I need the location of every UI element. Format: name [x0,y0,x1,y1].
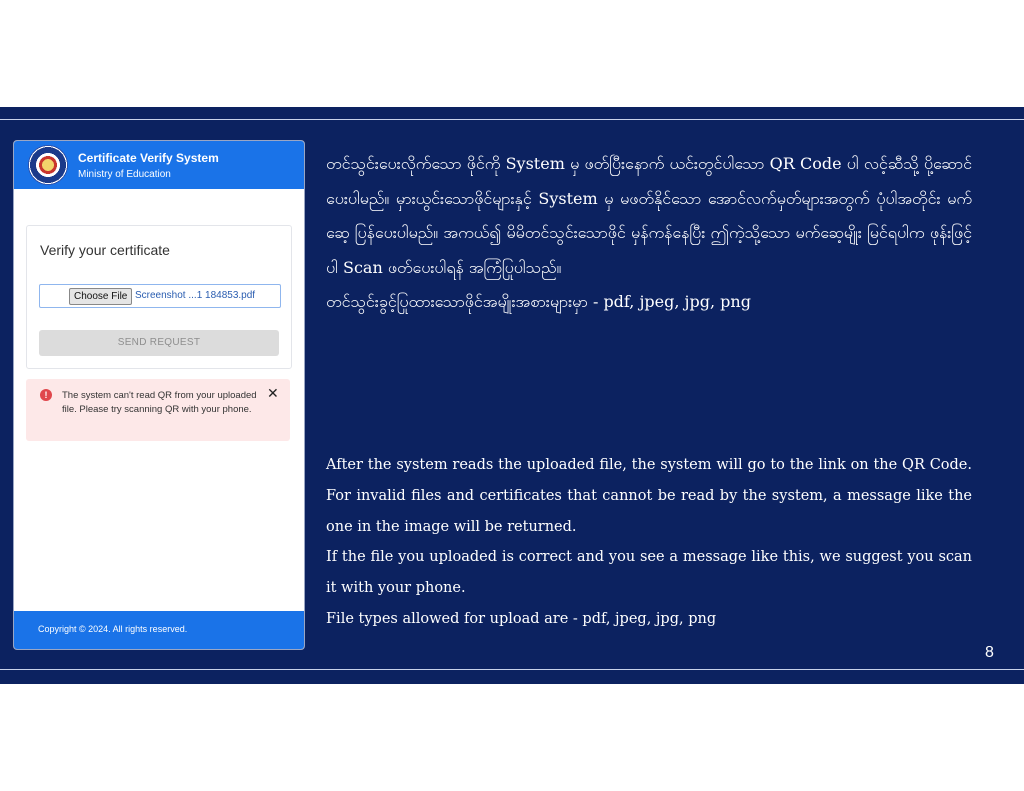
ministry-seal-icon [28,145,68,185]
send-request-button[interactable]: SEND REQUEST [39,330,279,356]
alert-message: The system can't read QR from your uploaded file. Please try scanning QR with your phone. [62,390,257,415]
copyright-text: Copyright © 2024. All rights reserved. [38,624,188,634]
page-number: 8 [985,644,994,661]
myanmar-paragraph-2: တင်သွင်းခွင့်ပြုထားသောဖိုင်အမျိုးအစားများမှာ - pdf, jpeg, jpg, png [326,292,751,311]
error-alert [26,379,290,441]
app-header [14,141,304,189]
myanmar-paragraph-1: တင်သွင်းပေးလိုက်သော ဖိုင်ကို System မှ ဖတ်ပြီးနောက် ယင်းတွင်ပါသော QR Code ပါ လင့်ဆီသို့ ပို့ဆောင်ပေးပါမည်။ မှားယွင်းသောဖိုင်များနှင့် System မှ မဖတ်နိုင်သော အောင်လက်မှတ်များအတွက် ပုံပါအတိုင်း မက်ဆေ့ ပြန်ပေးပါမည်။ အကယ်၍ မိမိတင်သွင်းသောဖိုင် မှန်ကန်နေပြီး ဤကဲ့သို့သော မက်ဆေ့မျိုး မြင်ရပါက ဖုန်းဖြင့်ပါ Scan ဖတ်ပေးပါရန် အကြံပြုပါသည်။ [326,154,972,277]
app-footer [14,611,304,649]
error-circle-icon: ! [40,389,52,401]
card-title: Verify your certificate [40,242,170,258]
english-paragraph-1: After the system reads the uploaded file, the system will go to the link on the QR Code. For invalid files and certificates that cannot be read by the system, a message like the one in the image will be returned. [326,457,972,535]
file-input[interactable] [39,284,281,308]
app-subtitle: Ministry of Education [78,169,171,180]
slide-band [0,107,1024,684]
choose-file-button[interactable]: Choose File [69,288,132,305]
top-divider [0,119,1024,120]
english-instructions [326,450,972,635]
myanmar-instructions [326,147,972,320]
english-paragraph-2: If the file you uploaded is correct and you see a message like this, we suggest you scan it with your phone. [326,549,972,597]
phone-screenshot [13,140,305,650]
verify-card [26,225,292,369]
bottom-divider [0,669,1024,670]
english-paragraph-3: File types allowed for upload are - pdf, jpeg, jpg, png [326,610,717,627]
close-icon[interactable]: ✕ [267,386,279,402]
selected-file-name: Screenshot ...1 184853.pdf [135,290,256,301]
app-title: Certificate Verify System [78,151,219,165]
